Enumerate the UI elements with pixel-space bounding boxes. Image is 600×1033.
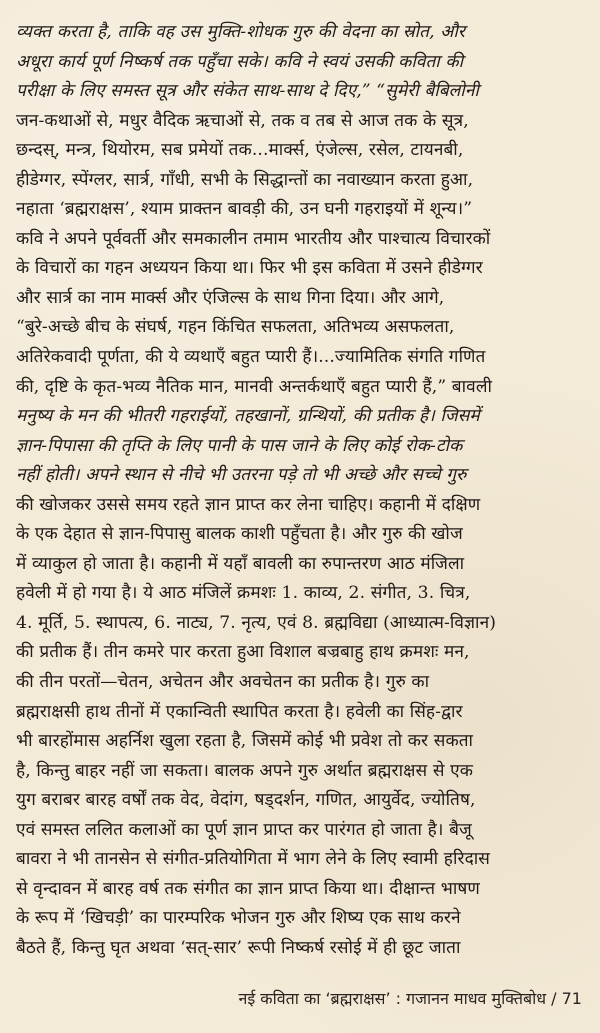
text-line-14: मनुष्य के मन की भीतरी गहराईयों, तहखानों, ग्रन्थियों, की प्रतीक है। जिसमें: [16, 406, 480, 427]
text-line-3: परीक्षा के लिए समस्त सूत्र और संकेत साथ-साथ दे दिए,” “सुमेरी बैबिलोनी: [16, 81, 479, 102]
page-text: [16, 18, 586, 973]
text-line-1: व्यक्त करता है, ताकि वह उस मुक्ति-शोधक गुरु की वेदना का स्रोत, और: [16, 22, 466, 42]
text-line-21: 4. मूर्ति, 5. स्थापत्य, 6. नाट्य, 7. नृत्य, एवं 8. ब्रह्मविद्या (आध्यात्म-विज्ञान): [16, 612, 497, 633]
text-line-8: कवि ने अपने पूर्ववर्ती और समकालीन तमाम भारतीय और पाश्चात्य विचारकों: [16, 228, 491, 249]
text-line-23: की तीन परतों—चेतन, अचेतन और अवचेतन का प्रतीक है। गुरु का: [16, 672, 430, 693]
text-line-26: है, किन्तु बाहर नहीं जा सकता। बालक अपने गुरु अर्थात ब्रह्मराक्षस से एक: [16, 760, 474, 781]
text-line-18: के एक देहात से ज्ञान-पिपासु बालक काशी पहुँचता है। और गुरु की खोज: [16, 524, 463, 545]
text-line-16: नहीं होती। अपने स्थान से नीचे भी उतरना पड़े तो भी अच्छे और सच्चे गुरु: [16, 465, 467, 486]
page-footer: नई कविता का ‘ब्रह्मराक्षस’ : गजानन माधव मुक्तिबोध / 71: [238, 989, 582, 1008]
text-line-32: बैठते हैं, किन्तु घृत अथवा ‘सत्-सार’ रूपी निष्कर्ष रसोई में ही छूट जाता: [16, 937, 461, 958]
text-line-19: में व्याकुल हो जाता है। कहानी में यहाँ बावली का रुपान्तरण आठ मंजिला: [16, 553, 465, 574]
text-line-28: एवं समस्त ललित कलाओं का पूर्ण ज्ञान प्राप्त कर पारंगत हो जाता है। बैजू: [16, 819, 472, 840]
text-line-7: नहाता ‘ब्रह्मराक्षस’, श्याम प्राक्तन बावड़ी की, उन घनी गहराइयों में शून्य।”: [16, 199, 473, 220]
text-line-12: अतिरेकवादी पूर्णता, की ये व्यथाएँ बहुत प्यारी हैं।...ज्यामितिक संगति गणित: [16, 347, 486, 368]
text-line-25: भी बारहोंमास अहर्निश खुला रहता है, जिसमें कोई भी प्रवेश तो कर सकता: [16, 731, 474, 752]
text-line-30: से वृन्दावन में बारह वर्ष तक संगीत का ज्ञान प्राप्त किया था। दीक्षान्त भाषण: [16, 878, 480, 899]
text-line-2: अधूरा कार्य पूर्ण निष्कर्ष तक पहुँचा सके। कवि ने स्वयं उसकी कविता की: [16, 51, 464, 72]
text-line-24: ब्रह्मराक्षसी हाथ तीनों में एकान्विती स्थापित करता है। हवेली का सिंह-द्वार: [16, 701, 463, 722]
text-line-4: जन-कथाओं से, मधुर वैदिक ऋचाओं से, तक व तब से आज तक के सूत्र,: [16, 110, 469, 131]
text-line-5: छन्दस्, मन्त्र, थियोरम, सब प्रमेयों तक...मार्क्स, एंजेल्स, रसेल, टायनबी,: [16, 140, 464, 161]
text-line-9: के विचारों का गहन अध्ययन किया था। फिर भी इस कविता में उसने हीडेग्गर: [16, 258, 483, 279]
text-line-27: युग बराबर बारह वर्षों तक वेद, वेदांग, षड्दर्शन, गणित, आयुर्वेद, ज्योतिष,: [16, 790, 476, 811]
text-line-29: बावरा ने भी तानसेन से संगीत-प्रतियोगिता में भाग लेने के लिए स्वामी हरिदास: [16, 849, 490, 870]
text-line-6: हीडेग्गर, स्पेंग्लर, सार्त्र, गाँधी, सभी के सिद्धान्तों का नवाख्यान करता हुआ,: [16, 169, 474, 190]
text-line-22: की प्रतीक हैं। तीन कमरे पार करता हुआ विशाल बज्रबाहु हाथ क्रमशः मन,: [16, 642, 470, 663]
text-line-17: की खोजकर उससे समय रहते ज्ञान प्राप्त कर लेना चाहिए। कहानी में दक्षिण: [16, 494, 481, 515]
text-line-15: ज्ञान-पिपासा की तृप्ति के लिए पानी के पास जाने के लिए कोई रोक-टोक: [16, 435, 463, 456]
text-line-10: और सार्त्र का नाम मार्क्स और एंजिल्स के साथ गिना दिया। और आगे,: [16, 287, 445, 308]
text-line-11: “बुरे-अच्छे बीच के संघर्ष, गहन किंचित सफलता, अतिभव्य असफलता,: [16, 317, 455, 338]
text-line-31: के रूप में ‘खिचड़ी’ का पारम्परिक भोजन गुरु और शिष्य एक साथ करने: [16, 908, 461, 929]
text-line-13: की, दृष्टि के कृत-भव्य नैतिक मान, मानवी अन्तर्कथाएँ बहुत प्यारी हैं,” बावली: [16, 376, 493, 397]
text-line-20: हवेली में हो गया है। ये आठ मंजिलें क्रमशः 1. काव्य, 2. संगीत, 3. चित्र,: [16, 583, 471, 604]
